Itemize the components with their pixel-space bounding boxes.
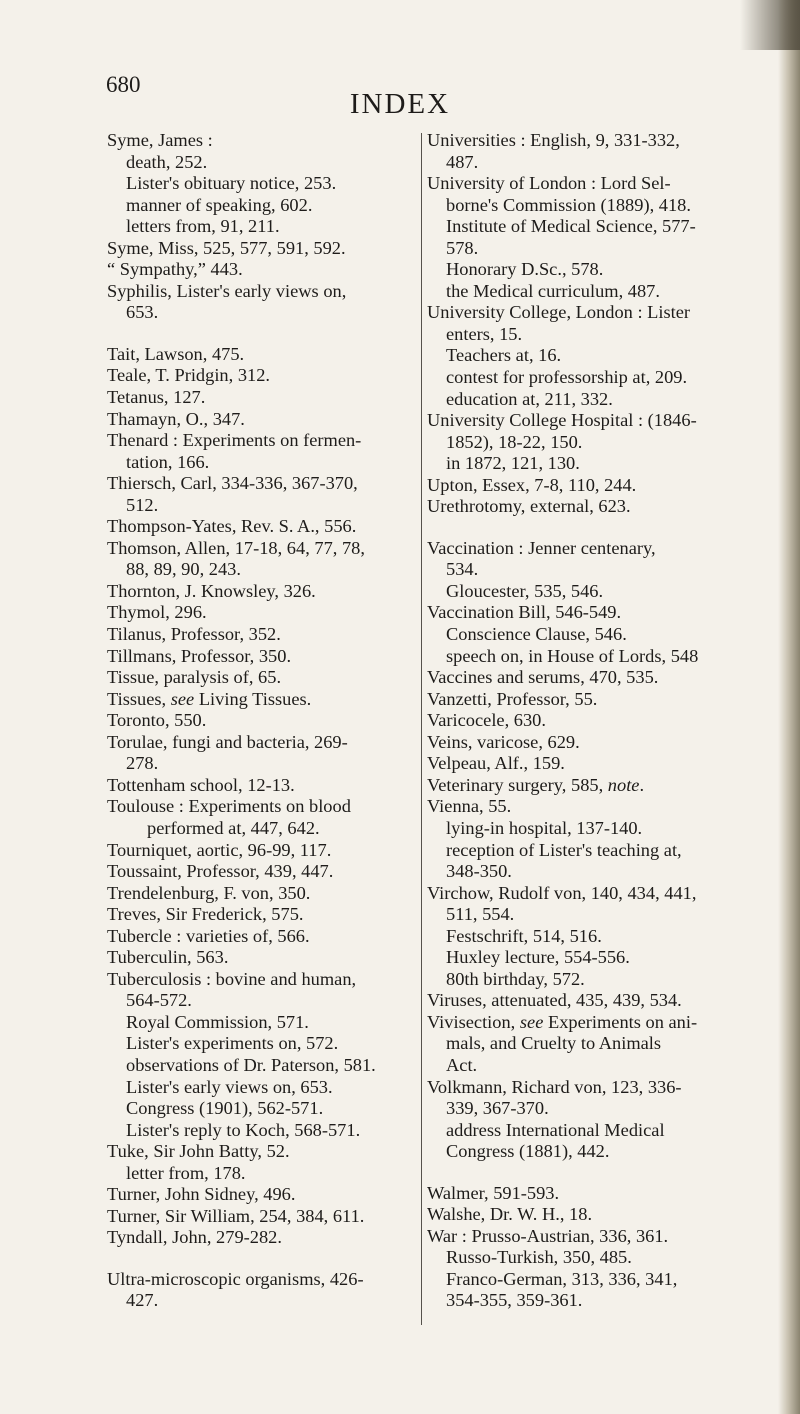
index-entry: Trendelenburg, F. von, 350.: [107, 882, 311, 903]
index-entry: Veins, varicose, 629.: [427, 731, 580, 752]
index-entry: Tillmans, Professor, 350.: [107, 645, 292, 666]
index-entry: Velpeau, Alf., 159.: [427, 753, 565, 774]
index-entry: Tuke, Sir John Batty, 52.: [107, 1141, 290, 1162]
index-subentry: Honorary D.Sc., 578.: [446, 259, 604, 280]
index-entry: University College, London : Lister: [427, 302, 691, 323]
index-entry: Vaccination : Jenner centenary,: [427, 537, 656, 558]
index-subentry: Gloucester, 535, 546.: [446, 580, 604, 601]
index-entry: Turner, John Sidney, 496.: [107, 1184, 296, 1205]
index-subentry: letters from, 91, 211.: [126, 216, 280, 237]
index-subentry: Institute of Medical Science, 577-: [446, 216, 696, 237]
index-entry: Tait, Lawson, 475.: [107, 343, 245, 364]
index-entry: Veterinary surgery, 585, note.: [427, 774, 645, 795]
page-number: 680: [106, 72, 141, 97]
index-entry: Thomson, Allen, 17-18, 64, 77, 78,: [107, 537, 365, 558]
index-subentry: Teachers at, 16.: [446, 345, 562, 366]
index-entry: Thenard : Experiments on fermen-: [107, 430, 362, 451]
index-subentry: contest for professorship at, 209.: [446, 367, 688, 388]
index-letter-group: [427, 1183, 727, 1312]
index-entry: Syme, James :: [107, 130, 213, 150]
index-entry: Vienna, 55.: [427, 796, 512, 817]
index-entry: Teale, T. Pridgin, 312.: [107, 365, 271, 386]
scan-edge-shadow: [778, 0, 800, 1414]
index-subentry: Lister's early views on, 653.: [126, 1076, 333, 1097]
index-subentry: Lister's experiments on, 572.: [126, 1033, 339, 1054]
index-subentry: mals, and Cruelty to Animals: [446, 1033, 662, 1054]
column-divider: [421, 133, 422, 1325]
index-subentry: Congress (1881), 442.: [446, 1141, 610, 1162]
index-entry: Thornton, J. Knowsley, 326.: [107, 580, 316, 601]
index-entry: Thymol, 296.: [107, 602, 207, 623]
index-entry: Vivisection, see Experiments on ani-: [427, 1011, 698, 1032]
index-subentry: Lister's obituary notice, 253.: [126, 173, 337, 194]
index-subentry: 1852), 18-22, 150.: [446, 431, 583, 452]
index-subentry: Act.: [446, 1054, 478, 1075]
index-entry: Torulae, fungi and bacteria, 269-: [107, 731, 348, 752]
index-entry: Thamayn, O., 347.: [107, 408, 245, 429]
index-subentry: 80th birthday, 572.: [446, 968, 585, 989]
index-entry: Tilanus, Professor, 352.: [107, 624, 281, 645]
index-entry: War : Prusso-Austrian, 336, 361.: [427, 1225, 669, 1246]
index-subentry: education at, 211, 332.: [446, 388, 613, 409]
index-entry: Syphilis, Lister's early views on,: [107, 280, 347, 301]
scan-corner-shadow: [740, 0, 800, 50]
index-subentry: Congress (1901), 562-571.: [126, 1098, 324, 1119]
index-subentry: performed at, 447, 642.: [147, 817, 320, 838]
index-entry: Treves, Sir Frederick, 575.: [107, 904, 304, 925]
index-subentry: Franco-German, 313, 336, 341,: [446, 1268, 678, 1289]
index-letter-group: [107, 130, 407, 324]
index-subentry: 339, 367-370.: [446, 1098, 549, 1119]
index-subentry: Festschrift, 514, 516.: [446, 925, 602, 946]
index-entry: Tetanus, 127.: [107, 387, 206, 408]
index-subentry: 564-572.: [126, 990, 192, 1011]
index-entry: Syme, Miss, 525, 577, 591, 592.: [107, 237, 346, 258]
index-subentry: 348-350.: [446, 861, 512, 882]
index-subentry: in 1872, 121, 130.: [446, 453, 580, 474]
index-subentry: 511, 554.: [446, 904, 515, 925]
index-entry: Tissues, see Living Tissues.: [107, 688, 312, 709]
index-entry: Thiersch, Carl, 334-336, 367-370,: [107, 473, 358, 494]
index-column-left: [107, 130, 407, 1332]
index-subentry: 653.: [126, 302, 159, 323]
index-entry: Toussaint, Professor, 439, 447.: [107, 861, 334, 882]
index-entry: Urethrotomy, external, 623.: [427, 496, 631, 517]
index-entry: Toronto, 550.: [107, 710, 207, 731]
index-subentry: speech on, in House of Lords, 548: [446, 645, 699, 666]
index-entry: Upton, Essex, 7-8, 110, 244.: [427, 474, 637, 495]
index-entry: “ Sympathy,” 443.: [107, 259, 243, 280]
index-letter-group: [427, 130, 727, 518]
index-entry: Universities : English, 9, 331-332,: [427, 130, 680, 150]
index-entry: Vaccination Bill, 546-549.: [427, 602, 622, 623]
index-subentry: 534.: [446, 559, 479, 580]
index-subentry: Conscience Clause, 546.: [446, 624, 627, 645]
index-subentry: lying-in hospital, 137-140.: [446, 817, 643, 838]
index-subentry: address International Medical: [446, 1119, 665, 1140]
index-entry: Thompson-Yates, Rev. S. A., 556.: [107, 516, 357, 537]
index-entry: Tyndall, John, 279-282.: [107, 1227, 282, 1248]
index-entry: Tottenham school, 12-13.: [107, 774, 295, 795]
index-subentry: letter from, 178.: [126, 1162, 246, 1183]
index-letter-group: [427, 538, 727, 1163]
index-entry: Tissue, paralysis of, 65.: [107, 667, 282, 688]
index-subentry: Lister's reply to Koch, 568-571.: [126, 1119, 361, 1140]
index-subentry: Russo-Turkish, 350, 485.: [446, 1247, 632, 1268]
index-entry: Volkmann, Richard von, 123, 336-: [427, 1076, 682, 1097]
index-entry: Walshe, Dr. W. H., 18.: [427, 1204, 593, 1225]
index-subentry: reception of Lister's teaching at,: [446, 839, 682, 860]
index-entry: Tourniquet, aortic, 96-99, 117.: [107, 839, 332, 860]
index-subentry: 512.: [126, 494, 159, 515]
index-entry: Vanzetti, Professor, 55.: [427, 688, 598, 709]
index-entry: Toulouse : Experiments on blood: [107, 796, 351, 817]
index-subentry: manner of speaking, 602.: [126, 194, 313, 215]
index-subentry: 88, 89, 90, 243.: [126, 559, 241, 580]
index-entry: Turner, Sir William, 254, 384, 611.: [107, 1205, 365, 1226]
index-entry: Tubercle : varieties of, 566.: [107, 925, 310, 946]
index-entry: Walmer, 591-593.: [427, 1182, 560, 1203]
page-title: INDEX: [349, 88, 451, 120]
index-entry: University of London : Lord Sel-: [427, 173, 671, 194]
index-subentry: Royal Commission, 571.: [126, 1011, 309, 1032]
index-entry: Viruses, attenuated, 435, 439, 534.: [427, 990, 682, 1011]
index-subentry: 487.: [446, 151, 479, 172]
index-subentry: observations of Dr. Paterson, 581.: [126, 1054, 376, 1075]
index-subentry: the Medical curriculum, 487.: [446, 280, 660, 301]
index-letter-group: [107, 344, 407, 1249]
index-subentry: 278.: [126, 753, 159, 774]
index-column-right: [427, 130, 727, 1332]
index-subentry: enters, 15.: [446, 323, 523, 344]
index-entry: Tuberculosis : bovine and human,: [107, 968, 357, 989]
index-entry: Vaccines and serums, 470, 535.: [427, 667, 659, 688]
index-subentry: tation, 166.: [126, 451, 210, 472]
index-subentry: 578.: [446, 237, 479, 258]
index-subentry: 354-355, 359-361.: [446, 1290, 583, 1311]
index-entry: Tuberculin, 563.: [107, 947, 229, 968]
index-subentry: 427.: [126, 1290, 159, 1311]
index-entry: Ultra-microscopic organisms, 426-: [107, 1268, 364, 1289]
index-letter-group: [107, 1269, 407, 1312]
index-entry: University College Hospital : (1846-: [427, 410, 697, 431]
index-subentry: Huxley lecture, 554-556.: [446, 947, 630, 968]
index-entry: Varicocele, 630.: [427, 710, 546, 731]
index-subentry: borne's Commission (1889), 418.: [446, 194, 691, 215]
index-entry: Virchow, Rudolf von, 140, 434, 441,: [427, 882, 697, 903]
index-subentry: death, 252.: [126, 151, 208, 172]
